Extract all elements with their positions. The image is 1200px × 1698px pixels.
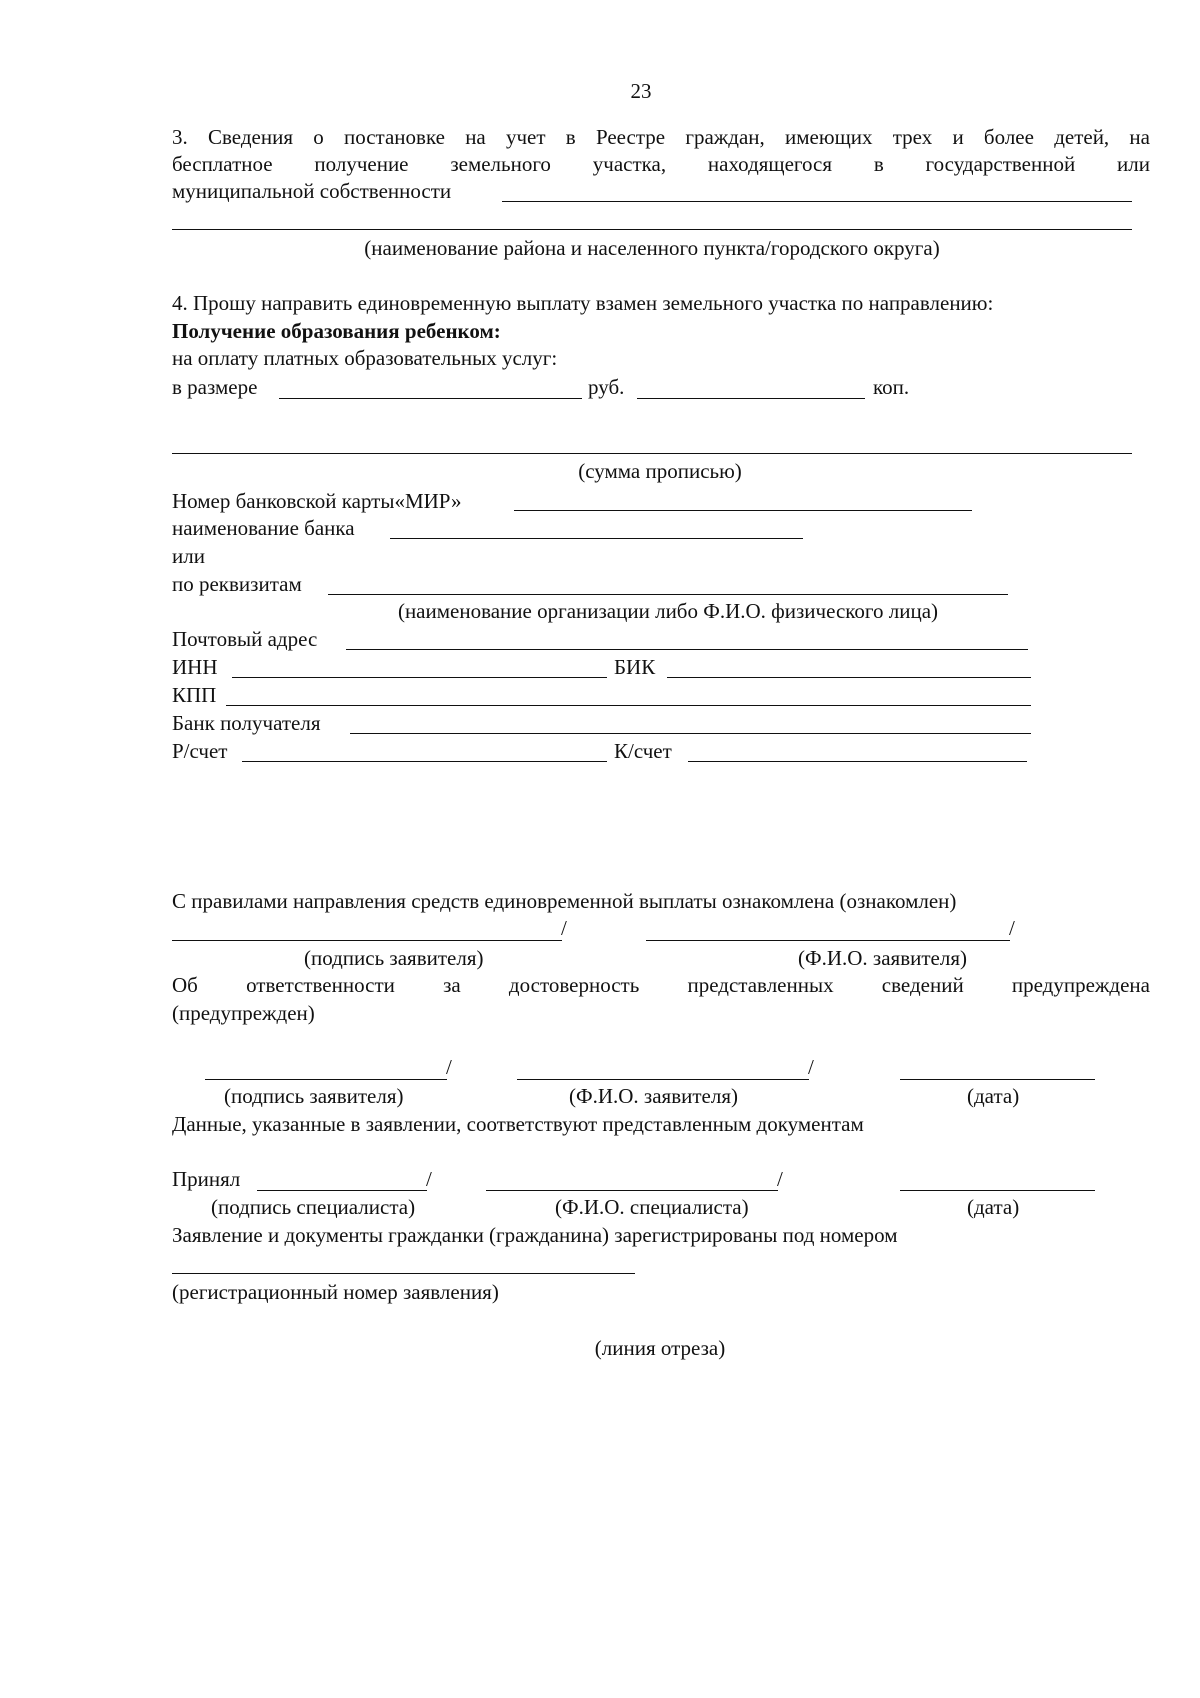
registration-text: Заявление и документы гражданки (гражданина) зарегистрированы под номером bbox=[172, 1223, 898, 1247]
postal-address-field[interactable] bbox=[346, 649, 1028, 650]
bik-label: БИК bbox=[614, 655, 656, 679]
amount-label: в размере bbox=[172, 375, 258, 399]
section4-line1: 4. Прошу направить единовременную выплату взамен земельного участка по направлению: bbox=[172, 291, 994, 315]
section4-line3: на оплату платных образовательных услуг: bbox=[172, 346, 558, 370]
resp-date-field[interactable] bbox=[900, 1079, 1095, 1080]
section3-line1: 3. Сведения о постановке на учет в Реестре граждан, имеющих трех и более детей, на bbox=[172, 125, 1150, 149]
rub-label: руб. bbox=[588, 375, 625, 399]
amount-rub-field[interactable] bbox=[279, 398, 582, 399]
resp-name-caption: (Ф.И.О. заявителя) bbox=[569, 1084, 738, 1108]
requisites-field[interactable] bbox=[328, 594, 1008, 595]
cut-line-caption: (линия отреза) bbox=[594, 1336, 726, 1360]
spec-date-field[interactable] bbox=[900, 1190, 1095, 1191]
bik-field[interactable] bbox=[667, 677, 1031, 678]
ack-slash-1: / bbox=[561, 916, 567, 940]
card-number-field[interactable] bbox=[514, 510, 972, 511]
bank-name-label: наименование банка bbox=[172, 516, 355, 540]
requisites-caption: (наименование организации либо Ф.И.О. физического лица) bbox=[397, 599, 939, 623]
responsibility-line2: (предупрежден) bbox=[172, 1001, 315, 1025]
resp-slash-1: / bbox=[446, 1055, 452, 1079]
verification-text: Данные, указанные в заявлении, соответствуют представленным документам bbox=[172, 1112, 864, 1136]
requisites-label: по реквизитам bbox=[172, 572, 302, 596]
amount-words-field[interactable] bbox=[172, 453, 1132, 454]
corr-account-label: К/счет bbox=[614, 739, 672, 763]
spec-slash-1: / bbox=[426, 1167, 432, 1191]
kpp-label: КПП bbox=[172, 683, 217, 707]
recipient-bank-label: Банк получателя bbox=[172, 711, 321, 735]
amount-words-caption: (сумма прописью) bbox=[578, 459, 742, 483]
resp-date-caption: (дата) bbox=[967, 1084, 1020, 1108]
inn-field[interactable] bbox=[232, 677, 607, 678]
accepted-label: Принял bbox=[172, 1167, 241, 1191]
bank-name-field[interactable] bbox=[390, 538, 803, 539]
spec-name-caption: (Ф.И.О. специалиста) bbox=[555, 1195, 749, 1219]
section3-line2: бесплатное получение земельного участка, находящегося в государственной или bbox=[172, 152, 1150, 176]
account-label: Р/счет bbox=[172, 739, 228, 763]
ack-name-caption: (Ф.И.О. заявителя) bbox=[798, 946, 967, 970]
section4-heading: Получение образования ребенком: bbox=[172, 319, 501, 343]
card-number-label: Номер банковской карты«МИР» bbox=[172, 489, 462, 513]
postal-address-label: Почтовый адрес bbox=[172, 627, 318, 651]
district-caption: (наименование района и населенного пункта/городского округа) bbox=[364, 236, 940, 260]
or-label: или bbox=[172, 544, 205, 568]
amount-kop-field[interactable] bbox=[637, 398, 865, 399]
resp-name-field[interactable] bbox=[517, 1079, 809, 1080]
acknowledge-text: С правилами направления средств единовременной выплаты ознакомлена (ознакомлен) bbox=[172, 889, 957, 913]
ack-signature-field[interactable] bbox=[172, 940, 562, 941]
section3-line3: муниципальной собственности bbox=[172, 179, 452, 203]
district-field-line[interactable] bbox=[502, 201, 1132, 202]
resp-signature-caption: (подпись заявителя) bbox=[224, 1084, 404, 1108]
kpp-field[interactable] bbox=[226, 705, 1031, 706]
inn-label: ИНН bbox=[172, 655, 218, 679]
district-field-line-2[interactable] bbox=[172, 229, 1132, 230]
resp-signature-field[interactable] bbox=[205, 1079, 447, 1080]
page-number: 23 bbox=[630, 79, 652, 103]
ack-name-field[interactable] bbox=[646, 940, 1010, 941]
registration-caption: (регистрационный номер заявления) bbox=[172, 1280, 499, 1304]
spec-slash-2: / bbox=[777, 1167, 783, 1191]
recipient-bank-field[interactable] bbox=[350, 733, 1031, 734]
corr-account-field[interactable] bbox=[688, 761, 1027, 762]
responsibility-line1: Об ответственности за достоверность представленных сведений предупреждена bbox=[172, 973, 1150, 997]
ack-slash-2: / bbox=[1009, 916, 1015, 940]
ack-signature-caption: (подпись заявителя) bbox=[304, 946, 484, 970]
spec-date-caption: (дата) bbox=[967, 1195, 1020, 1219]
spec-signature-field[interactable] bbox=[257, 1190, 427, 1191]
resp-slash-2: / bbox=[808, 1055, 814, 1079]
spec-name-field[interactable] bbox=[486, 1190, 778, 1191]
spec-signature-caption: (подпись специалиста) bbox=[211, 1195, 416, 1219]
kop-label: коп. bbox=[873, 375, 910, 399]
account-field[interactable] bbox=[242, 761, 607, 762]
registration-number-field[interactable] bbox=[172, 1273, 635, 1274]
